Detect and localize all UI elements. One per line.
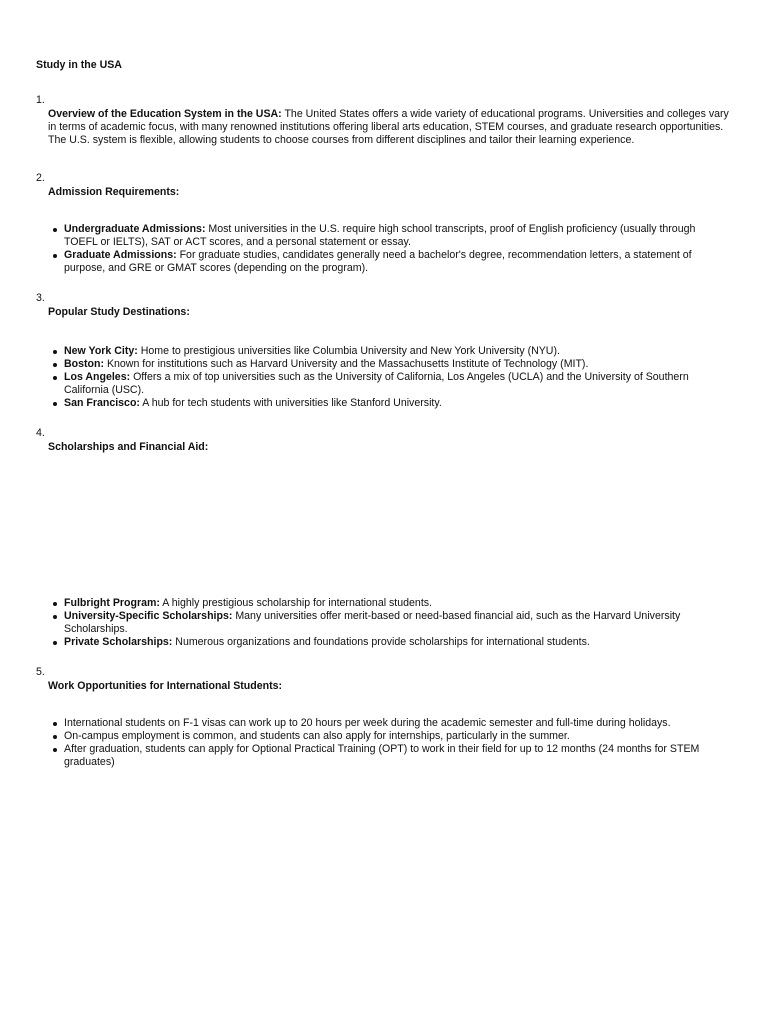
section-number: 5. xyxy=(36,666,45,678)
section-heading: Work Opportunities for International Students: xyxy=(48,680,283,692)
section-body-text: The United States offers a wide variety of educational programs. Universities and colleges vary in terms of academic focus, with many renowned institutions offering liberal arts education, STEM courses, and graduate research opportunities. The U.S. system is flexible, allowing students to choose courses from different disciplines and tailor their learning experience. xyxy=(48,108,729,146)
document-title: Study in the USA xyxy=(36,59,122,71)
list-item xyxy=(64,636,728,649)
list-item-text: Most universities in the U.S. require high school transcripts, proof of English proficiency (usually through TOEFL or IELTS), SAT or ACT scores, and a personal statement or essay. xyxy=(64,223,696,248)
list-item-term: Boston: xyxy=(64,358,105,370)
list-item-term: Undergraduate Admissions: xyxy=(64,223,206,235)
list-item xyxy=(64,597,728,610)
list-item xyxy=(64,223,728,249)
section-number: 3. xyxy=(36,292,45,304)
list-item-term: San Francisco: xyxy=(64,397,140,409)
list-item xyxy=(64,730,728,743)
list-item xyxy=(64,743,728,769)
list-item-text: Offers a mix of top universities such as the University of California, Los Angeles (UCLA) and the University of Southern California (USC). xyxy=(64,371,689,396)
list-item-text: Known for institutions such as Harvard University and the Massachusetts Institute of Technology (MIT). xyxy=(104,358,589,370)
section-paragraph xyxy=(48,108,730,147)
section-number: 4. xyxy=(36,427,45,439)
list-item-term: Fulbright Program: xyxy=(64,597,160,609)
list-item xyxy=(64,249,728,275)
section-heading: Overview of the Education System in the USA: xyxy=(48,108,282,120)
list-item-text: A hub for tech students with universities like Stanford University. xyxy=(139,397,442,409)
section-heading: Admission Requirements: xyxy=(48,186,180,198)
section-number: 1. xyxy=(36,94,45,106)
list-item-text: International students on F-1 visas can work up to 20 hours per week during the academic semester and full-time during holidays. xyxy=(64,717,671,729)
list-item-text: For graduate studies, candidates generally need a bachelor's degree, recommendation letters, a statement of purpose, and GRE or GMAT scores (depending on the program). xyxy=(64,249,692,274)
list-item-term: Private Scholarships: xyxy=(64,636,173,648)
bullet-list xyxy=(48,345,728,410)
list-item-text: Numerous organizations and foundations provide scholarships for international students. xyxy=(172,636,590,648)
section-heading: Scholarships and Financial Aid: xyxy=(48,441,209,453)
bullet-list xyxy=(48,223,728,275)
list-item xyxy=(64,358,728,371)
list-item xyxy=(64,345,728,358)
bullet-list xyxy=(48,717,728,769)
list-item-text: Home to prestigious universities like Columbia University and New York University (NYU). xyxy=(137,345,560,357)
section-number: 2. xyxy=(36,172,45,184)
list-item xyxy=(64,397,728,410)
list-item-text: After graduation, students can apply for Optional Practical Training (OPT) to work in their field for up to 12 months (24 months for STEM graduates) xyxy=(64,743,700,768)
list-item-text: A highly prestigious scholarship for international students. xyxy=(159,597,433,609)
list-item-text: On-campus employment is common, and students can also apply for internships, particularly in the summer. xyxy=(64,730,570,742)
list-item-term: University-Specific Scholarships: xyxy=(64,610,233,622)
list-item-term: Graduate Admissions: xyxy=(64,249,177,261)
bullet-list xyxy=(48,597,728,649)
list-item-term: Los Angeles: xyxy=(64,371,131,383)
list-item xyxy=(64,610,728,636)
list-item xyxy=(64,717,728,730)
section-heading: Popular Study Destinations: xyxy=(48,306,190,318)
list-item-term: New York City: xyxy=(64,345,138,357)
list-item xyxy=(64,371,728,397)
list-item-text: Many universities offer merit-based or need-based financial aid, such as the Harvard University Scholarships. xyxy=(64,610,681,635)
